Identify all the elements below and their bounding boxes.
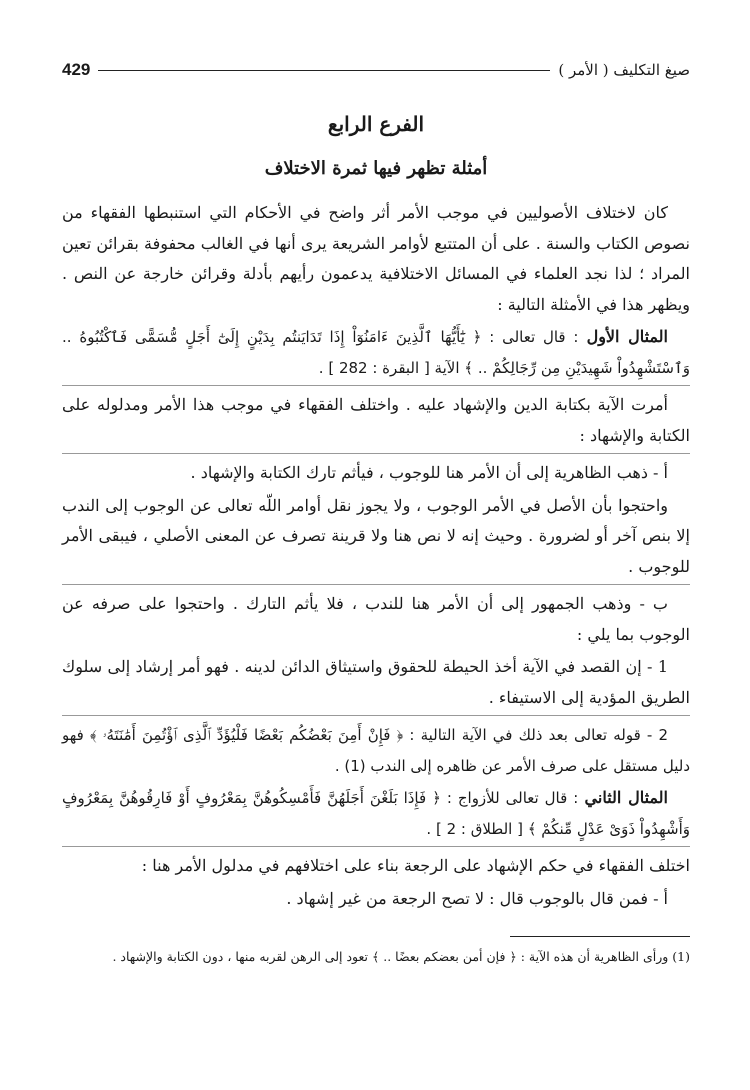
paragraph <box>62 388 690 451</box>
footnote-rule <box>510 936 690 937</box>
example-label: المثال الأول <box>586 327 668 346</box>
paragraph <box>62 849 690 882</box>
paragraph <box>62 489 690 583</box>
paragraph <box>62 456 690 489</box>
paragraph-text: اختلف الفقهاء في حكم الإشهاد على الرجعة بناء على اختلافهم في مدلول الأمر هنا : <box>141 856 690 875</box>
paragraph-text: أ - فمن قال بالوجوب قال : لا تصح الرجعة من غير إشهاد . <box>286 888 668 908</box>
separator <box>62 453 690 454</box>
separator <box>62 715 690 716</box>
page-header <box>62 52 690 88</box>
paragraph <box>62 882 690 915</box>
paragraph-example-2 <box>62 781 690 844</box>
paragraph-text: أمرت الآية بكتابة الدين والإشهاد عليه . واختلف الفقهاء في موجب هذا الأمر ومدلوله على الكتابة والإشهاد : <box>62 395 690 445</box>
paragraph-text: 1 - إن القصد في الآية أخذ الحيطة للحقوق واستيثاق الدائن لدينه . فهو أمر إرشاد إلى سلوك الطريق المؤدية إلى الاستيفاء . <box>62 657 690 707</box>
separator <box>62 385 690 386</box>
paragraph <box>62 587 690 650</box>
header-rule <box>98 70 550 71</box>
paragraph-text: أ - ذهب الظاهرية إلى أن الأمر هنا للوجوب ، فيأثم تارك الكتابة والإشهاد . <box>190 463 668 482</box>
paragraph <box>62 650 690 713</box>
page-number: 429 <box>62 60 91 79</box>
paragraph-text: 2 - قوله تعالى بعد ذلك في الآية التالية : ﴿ فَإِنْ أَمِنَ بَعْضُكُم بَعْضًا فَلْيُؤَدِّ ٱلَّذِى ٱؤْتُمِنَ أَمَٰنَتَهُۥ ﴾ فهو دليل مستقل على صرف الأمر عن ظاهره إلى الندب (1) . <box>62 726 690 775</box>
separator <box>62 584 690 585</box>
section-heading: الفرع الرابع <box>327 112 425 136</box>
paragraph-text: ب - وذهب الجمهور إلى أن الأمر هنا للندب ، فلا يأثم التارك . واحتجوا على صرفه عن الوجوب بما يلي : <box>62 594 690 644</box>
paragraph-text: كان لاختلاف الأصوليين في موجب الأمر أثر واضح في الأحكام التي استنبطها الفقهاء من نصوص الكتاب والسنة . على أن المتتبع لأوامر الشريعة يرى أنها في الغالب محفوفة بقرائن تعين المراد ؛ لذا نجد العلماء في المسائل الاختلافية يدعمون رأيهم بأدلة وقرائن خارجة عن النص . ويظهر هذا في الأمثلة التالية : <box>62 203 690 314</box>
paragraph-intro <box>62 196 690 320</box>
section-subheading: أمثلة تظهر فيها ثمرة الاختلاف <box>264 158 488 179</box>
paragraph-text: واحتجوا بأن الأصل في الأمر الوجوب ، ولا يجوز نقل أوامر اللّه تعالى عن الوجوب إلى الندب إلا بنص آخر أو لضرورة . وحيث إنه لا نص هنا ولا قرينة تصرف عن المعنى الأصلي ، فيبقى الأمر للوجوب . <box>62 495 690 576</box>
paragraph-text: : قال تعالى : ﴿ يَٰٓأَيُّهَا ٱلَّذِينَ ءَامَنُوٓاْ إِذَا تَدَايَنتُم بِدَيْنٍ إِلَىٰٓ أَجَلٍ مُّسَمًّى فَٱكْتُبُوهُ .. وَٱسْتَشْهِدُواْ شَهِيدَيْنِ مِن رِّجَالِكُمْ .. ﴾ الآية [ البقرة : 282 ] . <box>62 328 690 377</box>
example-label: المثال الثاني <box>584 788 669 807</box>
running-title: صيغ التكليف ( الأمر ) <box>558 61 690 79</box>
book-page <box>62 52 690 1062</box>
separator <box>62 846 690 847</box>
paragraph-example-1 <box>62 320 690 383</box>
paragraph-text: : قال تعالى للأزواج : ﴿ فَإِذَا بَلَغْنَ أَجَلَهُنَّ فَأَمْسِكُوهُنَّ بِمَعْرُوفٍ أَوْ فَارِقُوهُنَّ بِمَعْرُوفٍ وَأَشْهِدُواْ ذَوَىْ عَدْلٍ مِّنكُمْ ﴾ [ الطلاق : 2 ] . <box>62 789 690 838</box>
footnote: (1) ورأى الظاهرية أن هذه الآية : ﴿ فإن أمن بعضكم بعضًا .. ﴾ تعود إلى الرهن لقربه منها ، دون الكتابة والإشهاد . <box>112 949 690 964</box>
paragraph <box>62 718 690 781</box>
